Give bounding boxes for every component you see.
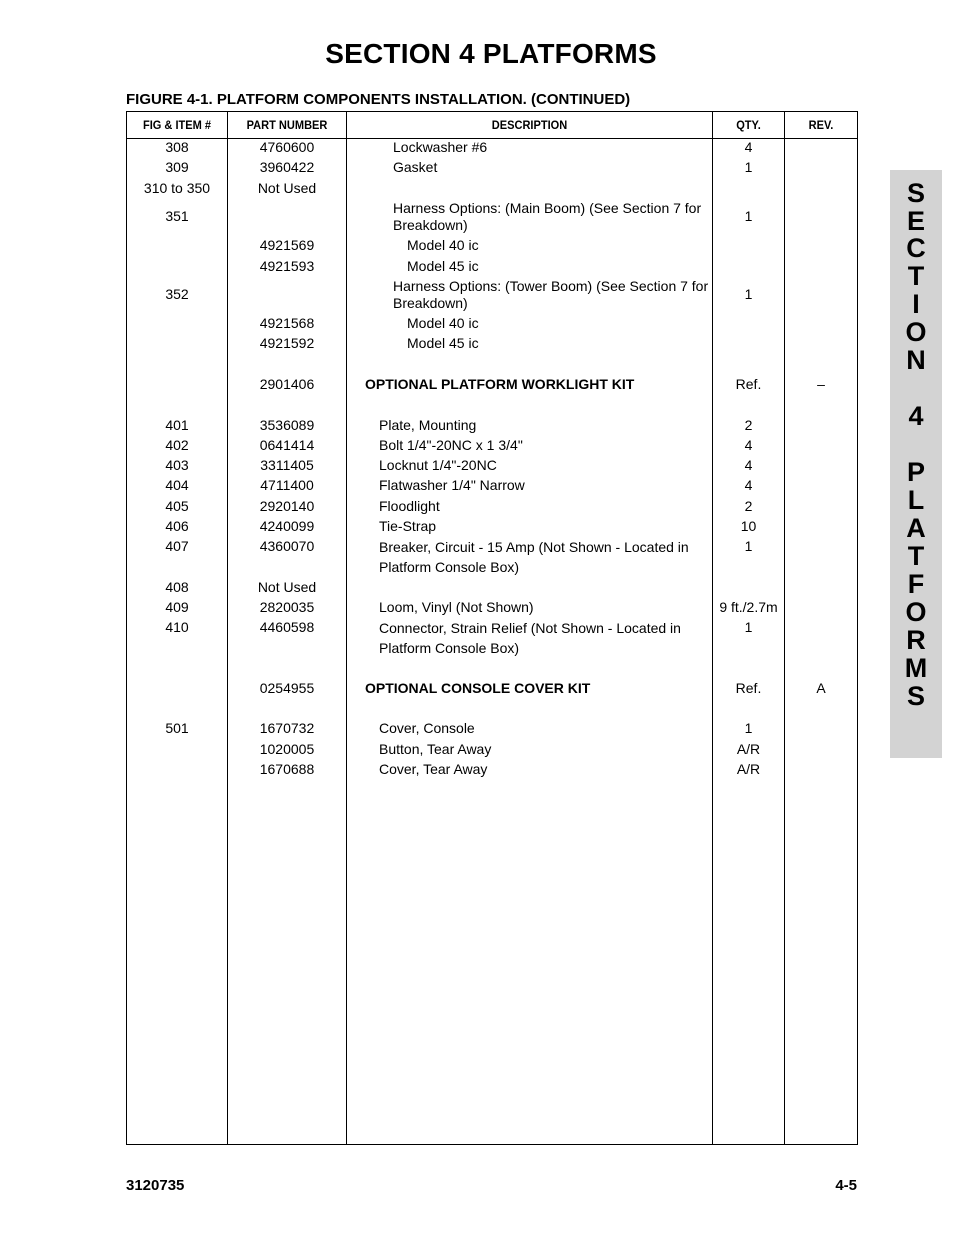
side-tab-letter: P	[906, 457, 925, 487]
part-number-cell: 1670688	[259, 761, 315, 777]
qty-cell: 1	[744, 720, 753, 736]
part-number-cell: 3536089	[259, 417, 315, 433]
description-cell: Gasket	[393, 159, 438, 175]
description-cell: Tie-Strap	[379, 518, 437, 534]
column-divider	[346, 112, 347, 1144]
description-cell: Floodlight	[379, 498, 440, 514]
parts-table	[126, 111, 858, 1145]
side-tab-letter: 4	[908, 401, 924, 431]
part-number-cell: 1670732	[259, 720, 315, 736]
description-cell: Cover, Tear Away	[379, 761, 488, 777]
side-tab-letter: R	[906, 625, 926, 655]
rev-cell: –	[817, 376, 825, 392]
description-cell: Model 45 ic	[407, 335, 479, 351]
side-tab-letter: C	[906, 233, 926, 263]
fig-item-cell: 308	[165, 139, 189, 155]
fig-item-cell: 406	[165, 518, 189, 534]
fig-item-cell: 402	[165, 437, 189, 453]
part-number-cell: 3311405	[260, 457, 314, 473]
part-number-cell: 2820035	[259, 599, 315, 615]
column-header-qty: QTY.	[736, 118, 761, 132]
part-number-cell: Not Used	[257, 579, 317, 595]
fig-item-cell: 403	[165, 457, 189, 473]
fig-item-cell: 501	[165, 720, 189, 736]
qty-cell: 4	[744, 477, 753, 493]
table-row	[127, 278, 857, 312]
section-side-tab	[890, 170, 942, 758]
description-cell: Model 40 ic	[407, 237, 479, 253]
qty-cell: A/R	[736, 761, 761, 777]
part-number-cell: 0254955	[259, 680, 315, 696]
fig-item-cell: 351	[165, 208, 189, 224]
description-cell: Harness Options: (Tower Boom) (See Section 7 for Breakdown)	[393, 278, 709, 311]
fig-item-cell: 310 to 350	[143, 180, 211, 196]
part-number-cell: 4360070	[259, 538, 315, 554]
column-divider	[784, 112, 785, 1144]
qty-cell: 2	[744, 498, 753, 514]
qty-cell: 4	[744, 139, 753, 155]
column-header-part-number: PART NUMBER	[246, 118, 328, 132]
description-cell: Locknut 1/4"-20NC	[379, 457, 497, 473]
fig-item-cell: 309	[165, 159, 189, 175]
part-number-cell: Not Used	[257, 180, 317, 196]
description-cell: Model 40 ic	[407, 315, 479, 331]
qty-cell: 1	[744, 538, 753, 554]
kit-description-cell: OPTIONAL PLATFORM WORKLIGHT KIT	[365, 376, 635, 392]
side-tab-letter: F	[907, 569, 925, 599]
part-number-cell: 4921569	[259, 237, 315, 253]
figure-title: FIGURE 4-1. PLATFORM COMPONENTS INSTALLATION. (CONTINUED)	[126, 91, 631, 108]
qty-cell: 1	[744, 286, 753, 302]
side-tab-letter: L	[907, 485, 925, 515]
qty-cell: 1	[744, 159, 753, 175]
qty-cell: Ref.	[735, 680, 762, 696]
description-cell: Button, Tear Away	[379, 741, 492, 757]
qty-cell: 2	[744, 417, 753, 433]
part-number-cell: 1020005	[259, 741, 315, 757]
description-cell: Cover, Console	[379, 720, 475, 736]
fig-item-cell: 410	[165, 619, 189, 635]
fig-item-cell: 405	[165, 498, 189, 514]
fig-item-cell: 352	[165, 286, 189, 302]
rev-cell: A	[816, 680, 826, 696]
side-tab-letter: N	[906, 345, 926, 375]
qty-cell: 1	[744, 619, 753, 635]
side-tab-letter: T	[907, 261, 925, 291]
description-cell: Bolt 1/4"-20NC x 1 3/4"	[379, 437, 523, 453]
column-header-description: DESCRIPTION	[491, 118, 568, 132]
part-number-cell: 4760600	[259, 139, 315, 155]
page-number: 4-5	[835, 1177, 857, 1194]
part-number-cell: 4921592	[259, 335, 315, 351]
part-number-cell: 4460598	[259, 619, 315, 635]
description-cell: Model 45 ic	[407, 258, 479, 274]
side-tab-letter: S	[906, 178, 925, 208]
description-cell: Harness Options: (Main Boom) (See Section 7 for Breakdown)	[393, 200, 702, 233]
part-number-cell: 0641414	[259, 437, 315, 453]
section-title: SECTION 4 PLATFORMS	[325, 38, 657, 69]
kit-description-cell: OPTIONAL CONSOLE COVER KIT	[365, 680, 591, 696]
fig-item-cell: 407	[165, 538, 189, 554]
description-cell: Lockwasher #6	[393, 139, 488, 155]
description-cell: Connector, Strain Relief (Not Shown - Located in Platform Console Box)	[379, 620, 681, 656]
qty-cell: A/R	[736, 741, 761, 757]
qty-cell: 10	[740, 518, 757, 534]
side-tab-letter: T	[907, 541, 925, 571]
document-number: 3120735	[126, 1177, 185, 1194]
description-cell: Breaker, Circuit - 15 Amp (Not Shown - Located in Platform Console Box)	[379, 539, 689, 575]
fig-item-cell: 409	[165, 599, 189, 615]
side-tab-letter: I	[912, 289, 920, 319]
column-header-rev: REV.	[808, 118, 834, 132]
part-number-cell: 4240099	[259, 518, 315, 534]
description-cell: Loom, Vinyl (Not Shown)	[379, 599, 534, 615]
part-number-cell: 3960422	[259, 159, 315, 175]
part-number-cell: 4921593	[259, 258, 315, 274]
qty-cell: 1	[744, 208, 753, 224]
qty-cell: Ref.	[735, 376, 762, 392]
fig-item-cell: 401	[165, 417, 189, 433]
side-tab-letter: E	[906, 206, 925, 236]
part-number-cell: 2901406	[259, 376, 315, 392]
qty-cell: 9 ft./2.7m	[719, 599, 778, 615]
fig-item-cell: 408	[165, 579, 189, 595]
part-number-cell: 4921568	[259, 315, 315, 331]
part-number-cell: 4711400	[260, 477, 314, 493]
side-tab-letter: O	[905, 317, 927, 347]
description-cell: Flatwasher 1/4" Narrow	[379, 477, 525, 493]
part-number-cell: 2920140	[259, 498, 315, 514]
qty-cell: 4	[744, 437, 753, 453]
side-tab-letter: S	[906, 681, 925, 711]
fig-item-cell: 404	[165, 477, 189, 493]
table-row	[127, 200, 857, 234]
side-tab-letter: A	[906, 513, 926, 543]
qty-cell: 4	[744, 457, 753, 473]
column-header-fig-item: FIG & ITEM #	[142, 118, 212, 132]
description-cell: Plate, Mounting	[379, 417, 477, 433]
side-tab-letter: M	[904, 653, 928, 683]
side-tab-letter: O	[905, 597, 927, 627]
